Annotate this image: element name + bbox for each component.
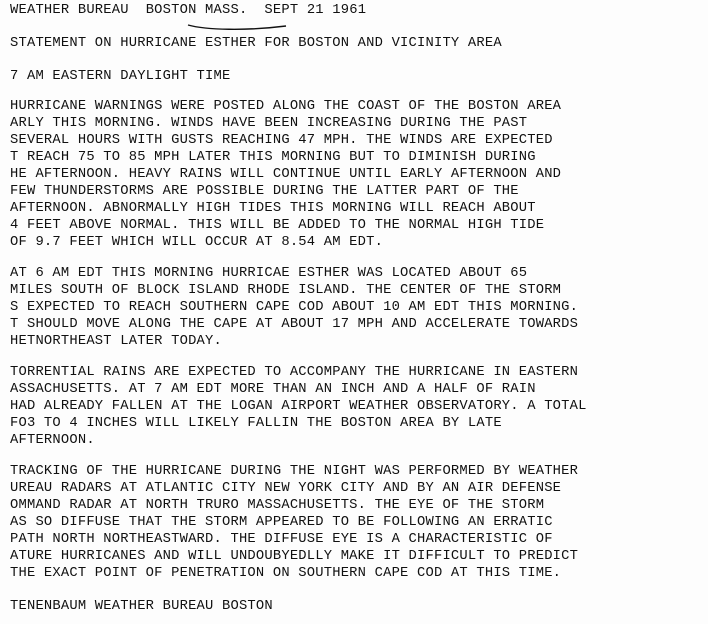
signature: TENENBAUM WEATHER BUREAU BOSTON (10, 599, 273, 614)
header-line (10, 3, 366, 19)
paragraph-line: FO3 TO 4 INCHES WILL LIKELY FALLIN THE BOSTON AREA BY LATE (10, 416, 502, 431)
paragraph-line: T REACH 75 TO 85 MPH LATER THIS MORNING BUT TO DIMINISH DURING (10, 150, 536, 165)
bureau-name: WEATHER BUREAU (10, 3, 129, 18)
paragraph-line: AT 6 AM EDT THIS MORNING HURRICAE ESTHER WAS LOCATED ABOUT 65 (10, 266, 528, 281)
paragraph-line: TRACKING OF THE HURRICANE DURING THE NIGHT WAS PERFORMED BY WEATHER (10, 464, 579, 479)
paragraph-line: MILES SOUTH OF BLOCK ISLAND RHODE ISLAND. THE CENTER OF THE STORM (10, 283, 562, 298)
statement-title: STATEMENT ON HURRICANE ESTHER FOR BOSTON AND VICINITY AREA (10, 36, 502, 51)
paragraph-line: S EXPECTED TO REACH SOUTHERN CAPE COD ABOUT 10 AM EDT THIS MORNING. (10, 300, 579, 315)
paragraph-line: UREAU RADARS AT ATLANTIC CITY NEW YORK CITY AND BY AN AIR DEFENSE (10, 481, 562, 496)
paragraph-line: SEVERAL HOURS WITH GUSTS REACHING 47 MPH. THE WINDS ARE EXPECTED (10, 133, 553, 148)
date: SEPT 21 1961 (264, 3, 367, 18)
paragraph-line: OF 9.7 FEET WHICH WILL OCCUR AT 8.54 AM EDT. (10, 235, 384, 250)
paragraph-line: ASSACHUSETTS. AT 7 AM EDT MORE THAN AN INCH AND A HALF OF RAIN (10, 382, 536, 397)
location: BOSTON MASS. (145, 3, 248, 18)
handwritten-underline-icon (186, 21, 288, 33)
paragraph-line: T SHOULD MOVE ALONG THE CAPE AT ABOUT 17 MPH AND ACCELERATE TOWARDS (10, 317, 579, 332)
paragraph-line: AFTERNOON. ABNORMALLY HIGH TIDES THIS MORNING WILL REACH ABOUT (10, 201, 536, 216)
paragraph-line: ATURE HURRICANES AND WILL UNDOUBYEDLLY MAKE IT DIFFICULT TO PREDICT (10, 549, 579, 564)
paragraph-line: HETNORTHEAST LATER TODAY. (10, 334, 222, 349)
time-line: 7 AM EASTERN DAYLIGHT TIME (10, 69, 231, 84)
paragraph-line: THE EXACT POINT OF PENETRATION ON SOUTHERN CAPE COD AT THIS TIME. (10, 566, 562, 581)
paragraph-line: 4 FEET ABOVE NORMAL. THIS WILL BE ADDED TO THE NORMAL HIGH TIDE (10, 218, 545, 233)
paragraph-line: PATH NORTH NORTHEASTWARD. THE DIFFUSE EYE IS A CHARACTERISTIC OF (10, 532, 553, 547)
paragraph-line: HE AFTERNOON. HEAVY RAINS WILL CONTINUE UNTIL EARLY AFTERNOON AND (10, 167, 562, 182)
paragraph-line: TORRENTIAL RAINS ARE EXPECTED TO ACCOMPANY THE HURRICANE IN EASTERN (10, 365, 579, 380)
paragraph-line: OMMAND RADAR AT NORTH TRURO MASSACHUSETTS. THE EYE OF THE STORM (10, 498, 545, 513)
paragraph-line: AS SO DIFFUSE THAT THE STORM APPEARED TO BE FOLLOWING AN ERRATIC (10, 515, 553, 530)
paragraph-line: HURRICANE WARNINGS WERE POSTED ALONG THE COAST OF THE BOSTON AREA (10, 99, 562, 114)
paragraph-line: ARLY THIS MORNING. WINDS HAVE BEEN INCREASING DURING THE PAST (10, 116, 528, 131)
paragraph-line: HAD ALREADY FALLEN AT THE LOGAN AIRPORT WEATHER OBSERVATORY. A TOTAL (10, 399, 587, 414)
paragraph-line: FEW THUNDERSTORMS ARE POSSIBLE DURING THE LATTER PART OF THE (10, 184, 519, 199)
paragraph-line: AFTERNOON. (10, 433, 95, 448)
